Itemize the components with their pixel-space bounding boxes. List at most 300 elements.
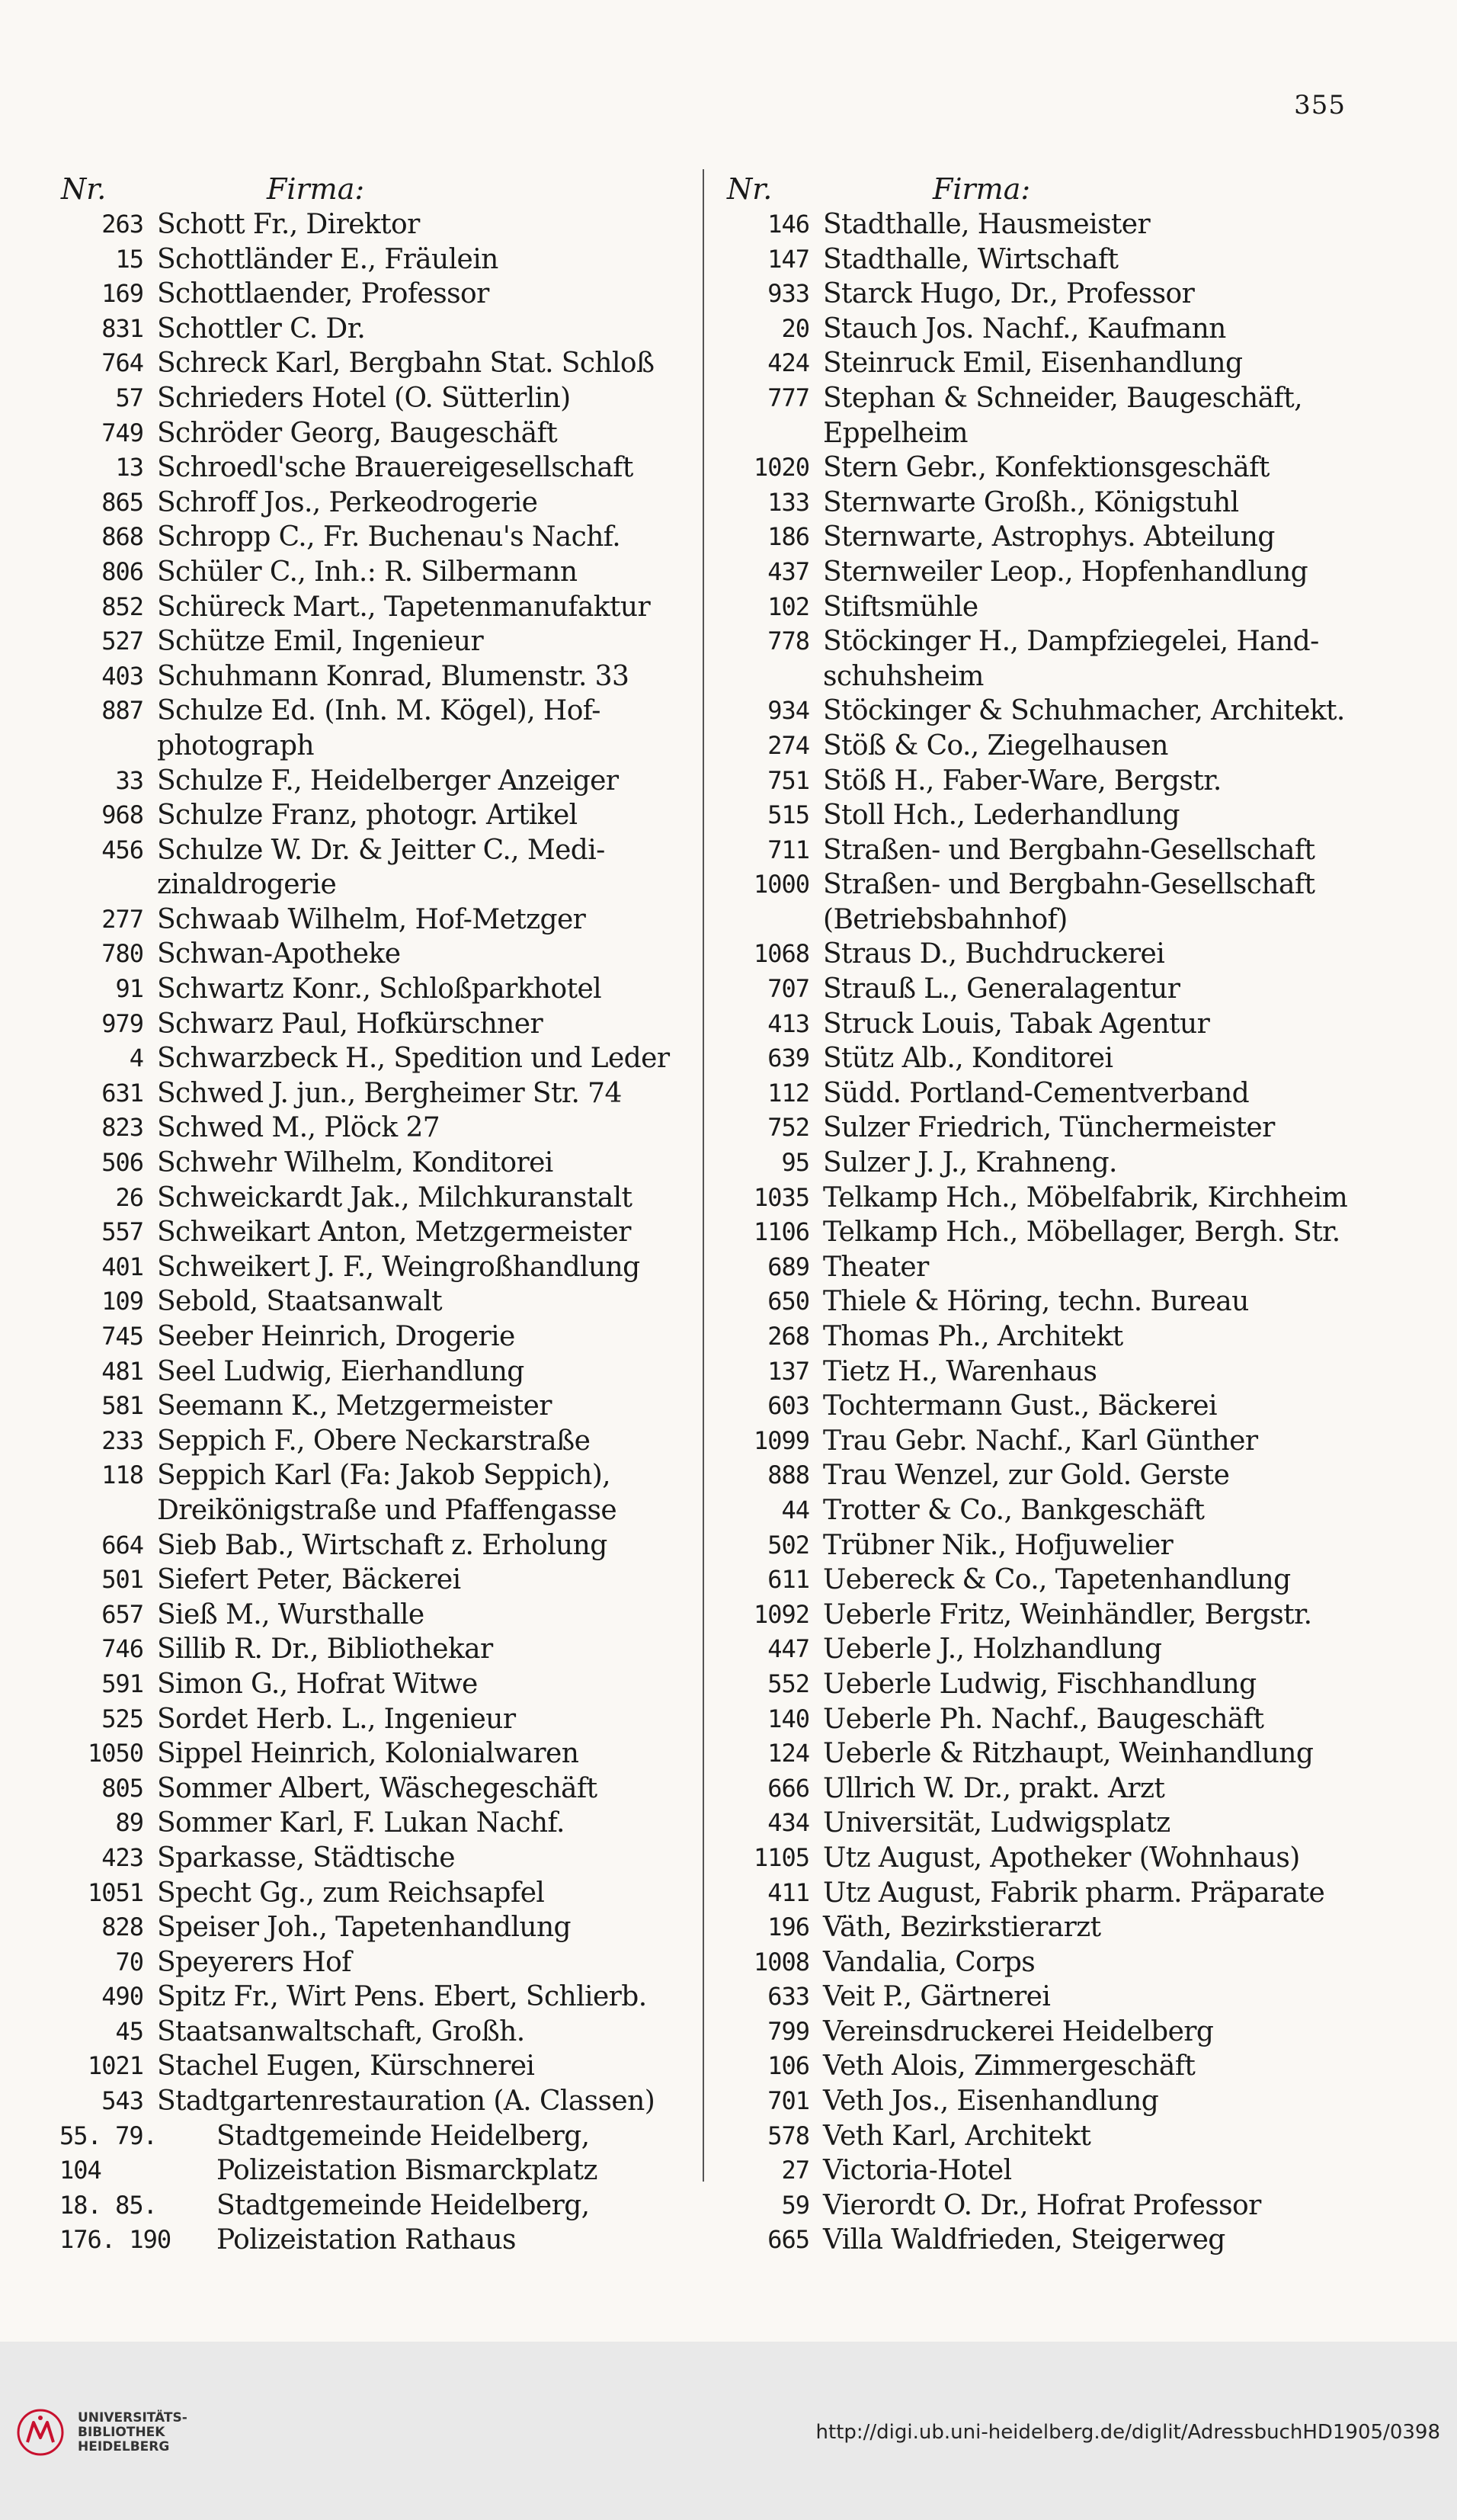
entry-number: 868 bbox=[101, 522, 143, 552]
directory-entry bbox=[46, 1528, 700, 1563]
directory-entry bbox=[46, 555, 700, 590]
entry-number: 581 bbox=[101, 1391, 143, 1421]
directory-entry bbox=[46, 624, 700, 659]
directory-entry bbox=[46, 312, 700, 347]
directory-entry bbox=[712, 2119, 1382, 2154]
entry-firm: Schüler C., Inh.: R. Silbermann bbox=[157, 556, 578, 588]
entry-number: 611 bbox=[767, 1565, 809, 1595]
entry-number: 805 bbox=[101, 1773, 143, 1803]
entry-firm: Schwehr Wilhelm, Konditorei bbox=[157, 1147, 553, 1179]
directory-entry bbox=[46, 1806, 700, 1841]
entry-firm: Seppich Karl (Fa: Jakob Seppich), Dreikönigstraße und Pfaffengasse bbox=[157, 1460, 617, 1526]
entry-firm: Stütz Alb., Konditorei bbox=[823, 1043, 1113, 1075]
entry-firm: Schroedl'sche Brauereigesellschaft bbox=[157, 452, 633, 484]
directory-entry bbox=[46, 833, 700, 903]
entry-firm: Stephan & Schneider, Baugeschäft, Eppelheim bbox=[823, 382, 1302, 449]
entry-firm: Ueberle J., Holzhandlung bbox=[823, 1634, 1162, 1666]
directory-entry bbox=[46, 381, 700, 416]
entry-firm: Ueberle Fritz, Weinhändler, Bergstr. bbox=[823, 1598, 1312, 1630]
entry-number: 15 bbox=[115, 244, 143, 274]
entry-number: 664 bbox=[101, 1530, 143, 1560]
entry-number: 778 bbox=[767, 627, 809, 656]
entry-firm: Schott Fr., Direktor bbox=[157, 209, 420, 240]
library-logo[interactable] bbox=[17, 2409, 187, 2456]
entry-firm: Trau Wenzel, zur Gold. Gerste bbox=[823, 1460, 1230, 1492]
entry-firm: Stöckinger & Schuhmacher, Architekt. bbox=[823, 695, 1345, 727]
entry-firm: Thiele & Höring, techn. Bureau bbox=[823, 1286, 1249, 1318]
entry-number: 277 bbox=[101, 904, 143, 934]
entry-number: 1021 bbox=[87, 2051, 143, 2081]
entry-number: 268 bbox=[767, 1322, 809, 1351]
entry-firm: Ueberle & Ritzhaupt, Weinhandlung bbox=[823, 1738, 1314, 1770]
entry-firm: Schropp C., Fr. Buchenau's Nachf. bbox=[157, 521, 621, 553]
entry-firm: Schottler C. Dr. bbox=[157, 313, 366, 345]
entry-number: 13 bbox=[115, 453, 143, 483]
directory-entry bbox=[46, 798, 700, 833]
right-header-nr: Nr. bbox=[727, 172, 773, 206]
entry-number: 525 bbox=[101, 1704, 143, 1733]
directory-entry bbox=[46, 2015, 700, 2050]
directory-entry bbox=[712, 694, 1382, 729]
entry-firm: Villa Waldfrieden, Steigerweg bbox=[823, 2224, 1225, 2256]
entry-number: 4 bbox=[129, 1044, 143, 1073]
directory-entry bbox=[712, 2223, 1382, 2258]
entry-firm: Seel Ludwig, Eierhandlung bbox=[157, 1355, 524, 1387]
directory-entry bbox=[46, 1389, 700, 1424]
entry-number: 639 bbox=[767, 1044, 809, 1073]
entry-number: 403 bbox=[101, 661, 143, 691]
directory-entry bbox=[712, 1076, 1382, 1111]
entry-firm: Schweickardt Jak., Milchkuranstalt bbox=[157, 1181, 632, 1214]
entry-firm: Strauß L., Generalagentur bbox=[823, 973, 1180, 1005]
entry-number: 1050 bbox=[87, 1739, 143, 1768]
entry-firm: Schuhmann Konrad, Blumenstr. 33 bbox=[157, 660, 629, 692]
directory-entry bbox=[712, 624, 1382, 694]
directory-entry bbox=[712, 1980, 1382, 2015]
entry-firm: Schwan-Apotheke bbox=[157, 938, 401, 970]
directory-entry bbox=[46, 1041, 700, 1076]
directory-entry bbox=[712, 1458, 1382, 1493]
directory-entry bbox=[46, 416, 700, 451]
entry-number: 1099 bbox=[753, 1425, 809, 1455]
directory-entry bbox=[46, 450, 700, 486]
directory-entry bbox=[712, 1389, 1382, 1424]
entry-number: 413 bbox=[767, 1008, 809, 1038]
directory-entry bbox=[712, 1528, 1382, 1563]
entry-firm: Theater bbox=[823, 1251, 929, 1283]
entry-number: 95 bbox=[781, 1148, 809, 1178]
entry-number: 45 bbox=[115, 2016, 143, 2046]
directory-entry bbox=[46, 1215, 700, 1250]
directory-entry bbox=[46, 1146, 700, 1181]
entry-firm: Stachel Eugen, Kürschnerei bbox=[157, 2050, 535, 2082]
entry-firm: Veth Alois, Zimmergeschäft bbox=[823, 2050, 1196, 2082]
entry-number: 852 bbox=[101, 592, 143, 621]
entry-number: 666 bbox=[767, 1773, 809, 1803]
directory-entry bbox=[46, 486, 700, 521]
entry-firm: Schulze Ed. (Inh. M. Kögel), Hof-photograph bbox=[157, 695, 600, 761]
entry-firm: Telkamp Hch., Möbellager, Bergh. Str. bbox=[823, 1217, 1340, 1249]
entry-number: 233 bbox=[101, 1425, 143, 1455]
directory-entry bbox=[712, 1736, 1382, 1771]
entry-firm: Schwarzbeck H., Spedition und Leder bbox=[157, 1043, 670, 1075]
directory-entry bbox=[46, 1771, 700, 1807]
entry-firm: Schröder Georg, Baugeschäft bbox=[157, 417, 558, 449]
directory-entry bbox=[46, 1667, 700, 1702]
directory-entry bbox=[712, 1563, 1382, 1598]
entry-number: 140 bbox=[767, 1704, 809, 1733]
entry-number: 650 bbox=[767, 1287, 809, 1316]
directory-entry bbox=[46, 2084, 700, 2119]
entry-number: 1092 bbox=[753, 1599, 809, 1629]
directory-entry bbox=[46, 937, 700, 972]
entry-number: 502 bbox=[767, 1530, 809, 1560]
entry-firm: Ullrich W. Dr., prakt. Arzt bbox=[823, 1772, 1165, 1804]
entry-number: 59 bbox=[781, 2190, 809, 2220]
logo-text-line: HEIDELBERG bbox=[78, 2438, 170, 2454]
directory-entry bbox=[712, 1041, 1382, 1076]
entry-firm: Sordet Herb. L., Ingenieur bbox=[157, 1703, 516, 1735]
entry-number: 552 bbox=[767, 1669, 809, 1698]
entry-number: 515 bbox=[767, 800, 809, 830]
entry-number: 591 bbox=[101, 1669, 143, 1698]
entry-number: 147 bbox=[767, 244, 809, 274]
entry-number: 186 bbox=[767, 522, 809, 552]
entry-number: 751 bbox=[767, 765, 809, 795]
entry-firm: Sternweiler Leop., Hopfenhandlung bbox=[823, 556, 1308, 588]
entry-firm: Specht Gg., zum Reichsapfel bbox=[157, 1877, 545, 1909]
entry-number: 799 bbox=[767, 2016, 809, 2046]
entry-number: 887 bbox=[101, 696, 143, 726]
source-url-link[interactable]: http://digi.ub.uni-heidelberg.de/diglit/AdressbuchHD1905/0398 bbox=[815, 2421, 1440, 2444]
entry-firm: Utz August, Fabrik pharm. Präparate bbox=[823, 1877, 1325, 1909]
entry-firm: Schütze Emil, Ingenieur bbox=[157, 626, 484, 658]
logo-text-line: UNIVERSITÄTS- bbox=[78, 2409, 187, 2425]
directory-entry bbox=[712, 937, 1382, 972]
directory-entry bbox=[712, 486, 1382, 521]
entry-firm: Tietz H., Warenhaus bbox=[823, 1355, 1097, 1387]
directory-entry bbox=[712, 729, 1382, 764]
entry-firm: Straßen- und Bergbahn-Gesellschaft bbox=[823, 834, 1315, 866]
entry-number: 828 bbox=[101, 1912, 143, 1942]
entry-number: 806 bbox=[101, 556, 143, 586]
entry-number: 456 bbox=[101, 835, 143, 864]
directory-entry bbox=[712, 1598, 1382, 1633]
column-divider bbox=[703, 169, 704, 2182]
right-header-firma: Firma: bbox=[933, 172, 1031, 206]
entry-number: 1051 bbox=[87, 1877, 143, 1907]
university-seal-icon bbox=[17, 2409, 64, 2456]
entry-number: 746 bbox=[101, 1634, 143, 1664]
directory-entry bbox=[46, 2049, 700, 2084]
entry-number: 603 bbox=[767, 1391, 809, 1421]
entry-number: 831 bbox=[101, 313, 143, 343]
directory-entry bbox=[712, 520, 1382, 555]
directory-entry bbox=[712, 867, 1382, 937]
entry-firm: Sillib R. Dr., Bibliothekar bbox=[157, 1634, 493, 1666]
entry-number: 490 bbox=[101, 1982, 143, 2012]
directory-entry bbox=[712, 1355, 1382, 1390]
entry-firm: Veth Jos., Eisenhandlung bbox=[823, 2086, 1159, 2118]
entry-firm: Straus D., Buchdruckerei bbox=[823, 938, 1165, 970]
directory-entry bbox=[46, 903, 700, 938]
entry-number: 631 bbox=[101, 1078, 143, 1108]
directory-entry bbox=[712, 1319, 1382, 1355]
directory-entry bbox=[46, 207, 700, 242]
entry-firm: Stiftsmühle bbox=[823, 591, 978, 623]
directory-entry bbox=[712, 1250, 1382, 1285]
directory-entry bbox=[712, 2015, 1382, 2050]
entry-firm: Straßen- und Bergbahn-Gesellschaft (Betriebsbahnhof) bbox=[823, 869, 1315, 935]
entry-number: 543 bbox=[101, 2086, 143, 2116]
entry-number: 481 bbox=[101, 1356, 143, 1386]
right-column bbox=[712, 171, 1382, 2258]
directory-entry bbox=[46, 1076, 700, 1111]
directory-entry bbox=[46, 1181, 700, 1216]
directory-entry bbox=[712, 450, 1382, 486]
entry-number: 657 bbox=[101, 1599, 143, 1629]
directory-entry bbox=[46, 1458, 700, 1528]
entry-firm: Schwed M., Plöck 27 bbox=[157, 1112, 440, 1144]
directory-entry bbox=[712, 277, 1382, 312]
entry-firm: Uebereck & Co., Tapetenhandlung bbox=[823, 1564, 1291, 1596]
directory-entry bbox=[46, 1598, 700, 1633]
entry-number: 447 bbox=[767, 1634, 809, 1664]
directory-entry bbox=[46, 242, 700, 277]
entry-firm: Stadtgemeinde Heidelberg, Polizeistation Bismarckplatz bbox=[216, 2120, 597, 2187]
entry-number: 112 bbox=[767, 1078, 809, 1108]
entry-firm: Schroff Jos., Perkeodrogerie bbox=[157, 486, 538, 518]
entry-firm: Simon G., Hofrat Witwe bbox=[157, 1668, 478, 1700]
entry-firm: Trübner Nik., Hofjuwelier bbox=[823, 1529, 1174, 1561]
directory-entry bbox=[46, 1250, 700, 1285]
entry-firm: Vandalia, Corps bbox=[823, 1946, 1036, 1978]
entry-number: 1035 bbox=[753, 1182, 809, 1212]
entry-number: 780 bbox=[101, 939, 143, 969]
directory-entry bbox=[46, 277, 700, 312]
entry-firm: Ueberle Ludwig, Fischhandlung bbox=[823, 1668, 1257, 1700]
entry-firm: Schottlaender, Professor bbox=[157, 278, 489, 310]
directory-entry bbox=[712, 1111, 1382, 1146]
entry-firm: Universität, Ludwigsplatz bbox=[823, 1807, 1170, 1839]
entry-number: 263 bbox=[101, 210, 143, 239]
directory-entry bbox=[712, 1910, 1382, 1945]
directory-entry bbox=[46, 1355, 700, 1390]
entry-number: 401 bbox=[101, 1252, 143, 1281]
entry-firm: Siefert Peter, Bäckerei bbox=[157, 1564, 461, 1596]
entry-firm: Sebold, Staatsanwalt bbox=[157, 1286, 443, 1318]
entry-number: 777 bbox=[767, 383, 809, 412]
directory-entry bbox=[712, 1702, 1382, 1737]
entry-number: 865 bbox=[101, 487, 143, 517]
entry-number: 437 bbox=[767, 556, 809, 586]
directory-entry bbox=[712, 764, 1382, 799]
entry-number: 633 bbox=[767, 1982, 809, 2012]
directory-entry bbox=[712, 1146, 1382, 1181]
logo-text bbox=[78, 2411, 187, 2454]
entry-number: 146 bbox=[767, 210, 809, 239]
directory-entry bbox=[712, 346, 1382, 381]
directory-entry bbox=[712, 1841, 1382, 1876]
entry-number: 106 bbox=[767, 2051, 809, 2081]
entry-number: 711 bbox=[767, 835, 809, 864]
entry-number: 707 bbox=[767, 974, 809, 1004]
directory-entry bbox=[712, 207, 1382, 242]
directory-entry bbox=[46, 1945, 700, 1980]
directory-entry bbox=[46, 1632, 700, 1667]
directory-entry bbox=[46, 1284, 700, 1319]
entry-firm: Schweikert J. F., Weingroßhandlung bbox=[157, 1251, 640, 1283]
entry-number: 1000 bbox=[753, 870, 809, 899]
entry-number: 1008 bbox=[753, 1947, 809, 1977]
entry-number: 1068 bbox=[753, 939, 809, 969]
entry-firm: Stadtgartenrestauration (A. Classen) bbox=[157, 2086, 655, 2118]
directory-entry bbox=[712, 1806, 1382, 1841]
entry-number: 665 bbox=[767, 2225, 809, 2255]
entry-firm: Vierordt O. Dr., Hofrat Professor bbox=[823, 2189, 1261, 2221]
directory-entry bbox=[712, 1667, 1382, 1702]
entry-number: 506 bbox=[101, 1148, 143, 1178]
entry-number: 411 bbox=[767, 1877, 809, 1907]
entry-number: 979 bbox=[101, 1008, 143, 1038]
entry-firm: Seeber Heinrich, Drogerie bbox=[157, 1321, 515, 1352]
directory-entry bbox=[712, 312, 1382, 347]
entry-firm: Stern Gebr., Konfektionsgeschäft bbox=[823, 452, 1270, 484]
entry-number: 18. 85. 176. 190 bbox=[59, 2190, 171, 2255]
right-entry-list bbox=[712, 207, 1382, 2258]
entry-firm: Südd. Portland-Cementverband bbox=[823, 1077, 1250, 1109]
entry-firm: Sieb Bab., Wirtschaft z. Erholung bbox=[157, 1529, 607, 1561]
directory-entry bbox=[712, 2084, 1382, 2119]
entry-number: 1020 bbox=[753, 453, 809, 483]
directory-entry bbox=[46, 346, 700, 381]
entry-number: 423 bbox=[101, 1842, 143, 1872]
directory-entry bbox=[712, 1215, 1382, 1250]
entry-firm: Speiser Joh., Tapetenhandlung bbox=[157, 1912, 571, 1944]
directory-entry bbox=[46, 1736, 700, 1771]
directory-entry bbox=[712, 2188, 1382, 2223]
logo-text-line: BIBLIOTHEK bbox=[78, 2424, 165, 2440]
directory-entry bbox=[46, 1424, 700, 1459]
entry-firm: Trotter & Co., Bankgeschäft bbox=[823, 1494, 1205, 1526]
directory-entry bbox=[46, 1702, 700, 1737]
entry-number: 764 bbox=[101, 348, 143, 378]
directory-entry bbox=[712, 1876, 1382, 1911]
entry-firm: Schwaab Wilhelm, Hof-Metzger bbox=[157, 903, 586, 935]
left-column bbox=[46, 171, 700, 2258]
directory-entry bbox=[46, 659, 700, 694]
directory-entry bbox=[46, 590, 700, 625]
entry-number: 20 bbox=[781, 313, 809, 343]
entry-number: 701 bbox=[767, 2086, 809, 2116]
entry-number: 578 bbox=[767, 2121, 809, 2150]
entry-firm: Sparkasse, Städtische bbox=[157, 1842, 455, 1874]
directory-entry bbox=[712, 555, 1382, 590]
entry-number: 968 bbox=[101, 800, 143, 830]
entry-firm: Schulze F., Heidelberger Anzeiger bbox=[157, 765, 619, 797]
entry-firm: Sternwarte, Astrophys. Abteilung bbox=[823, 521, 1275, 553]
directory-entry bbox=[712, 1771, 1382, 1807]
entry-firm: Stöß H., Faber-Ware, Bergstr. bbox=[823, 765, 1222, 797]
entry-firm: Sommer Albert, Wäschegeschäft bbox=[157, 1772, 597, 1804]
entry-firm: Thomas Ph., Architekt bbox=[823, 1321, 1123, 1352]
directory-entry bbox=[712, 833, 1382, 868]
entry-number: 57 bbox=[115, 383, 143, 412]
left-entry-list bbox=[46, 207, 700, 2258]
entry-firm: Schwed J. jun., Bergheimer Str. 74 bbox=[157, 1077, 622, 1109]
directory-entry bbox=[46, 1007, 700, 1042]
entry-number: 274 bbox=[767, 730, 809, 760]
entry-firm: Stadthalle, Hausmeister bbox=[823, 209, 1151, 240]
entry-number: 424 bbox=[767, 348, 809, 378]
entry-firm: Schottländer E., Fräulein bbox=[157, 243, 498, 275]
entry-firm: Spitz Fr., Wirt Pens. Ebert, Schlierb. bbox=[157, 1981, 647, 2013]
entry-firm: Sippel Heinrich, Kolonialwaren bbox=[157, 1738, 579, 1770]
entry-number: 169 bbox=[101, 279, 143, 309]
entry-firm: Ueberle Ph. Nachf., Baugeschäft bbox=[823, 1703, 1264, 1735]
entry-firm: Sommer Karl, F. Lukan Nachf. bbox=[157, 1807, 565, 1839]
entry-number: 133 bbox=[767, 487, 809, 517]
entry-number: 749 bbox=[101, 418, 143, 447]
directory-entry bbox=[712, 381, 1382, 450]
entry-number: 118 bbox=[101, 1460, 143, 1490]
left-column-header bbox=[46, 171, 700, 207]
entry-firm: Schweikart Anton, Metzgermeister bbox=[157, 1217, 631, 1249]
entry-firm: Veit P., Gärtnerei bbox=[823, 1981, 1051, 2013]
entry-firm: Schreck Karl, Bergbahn Stat. Schloß bbox=[157, 348, 655, 380]
entry-firm: Victoria-Hotel bbox=[823, 2155, 1012, 2187]
footer-bar bbox=[0, 2342, 1457, 2520]
entry-number: 434 bbox=[767, 1808, 809, 1838]
entry-firm: Seemann K., Metzgermeister bbox=[157, 1390, 552, 1422]
directory-entry bbox=[46, 1980, 700, 2015]
directory-entry bbox=[46, 972, 700, 1007]
entry-number: 70 bbox=[115, 1947, 143, 1977]
entry-number: 1106 bbox=[753, 1217, 809, 1247]
entry-number: 501 bbox=[101, 1565, 143, 1595]
entry-number: 888 bbox=[767, 1460, 809, 1490]
entry-firm: Stadthalle, Wirtschaft bbox=[823, 243, 1119, 275]
directory-entry bbox=[46, 1111, 700, 1146]
directory-entry bbox=[46, 2188, 700, 2258]
entry-number: 102 bbox=[767, 592, 809, 621]
entry-number: 823 bbox=[101, 1113, 143, 1143]
entry-number: 196 bbox=[767, 1912, 809, 1942]
entry-firm: Stoll Hch., Lederhandlung bbox=[823, 800, 1180, 832]
entry-number: 33 bbox=[115, 765, 143, 795]
directory-entry bbox=[712, 2153, 1382, 2188]
entry-number: 109 bbox=[101, 1287, 143, 1316]
entry-firm: Schwartz Konr., Schloßparkhotel bbox=[157, 973, 602, 1005]
entry-number: 55. 79. 104 bbox=[59, 2121, 157, 2185]
entry-number: 26 bbox=[115, 1182, 143, 1212]
directory-entry bbox=[712, 1007, 1382, 1042]
directory-entry bbox=[712, 590, 1382, 625]
entry-firm: Telkamp Hch., Möbelfabrik, Kirchheim bbox=[823, 1181, 1348, 1214]
entry-firm: Veth Karl, Architekt bbox=[823, 2120, 1091, 2152]
entry-number: 91 bbox=[115, 974, 143, 1004]
entry-number: 933 bbox=[767, 279, 809, 309]
entry-number: 934 bbox=[767, 696, 809, 726]
directory-entry bbox=[46, 1841, 700, 1876]
directory-entry bbox=[712, 1945, 1382, 1980]
entry-number: 527 bbox=[101, 627, 143, 656]
entry-firm: Speyerers Hof bbox=[157, 1946, 351, 1978]
directory-entry bbox=[712, 1632, 1382, 1667]
directory-entry bbox=[46, 764, 700, 799]
entry-firm: Schüreck Mart., Tapetenmanufaktur bbox=[157, 591, 651, 623]
entry-firm: Struck Louis, Tabak Agentur bbox=[823, 1008, 1210, 1040]
